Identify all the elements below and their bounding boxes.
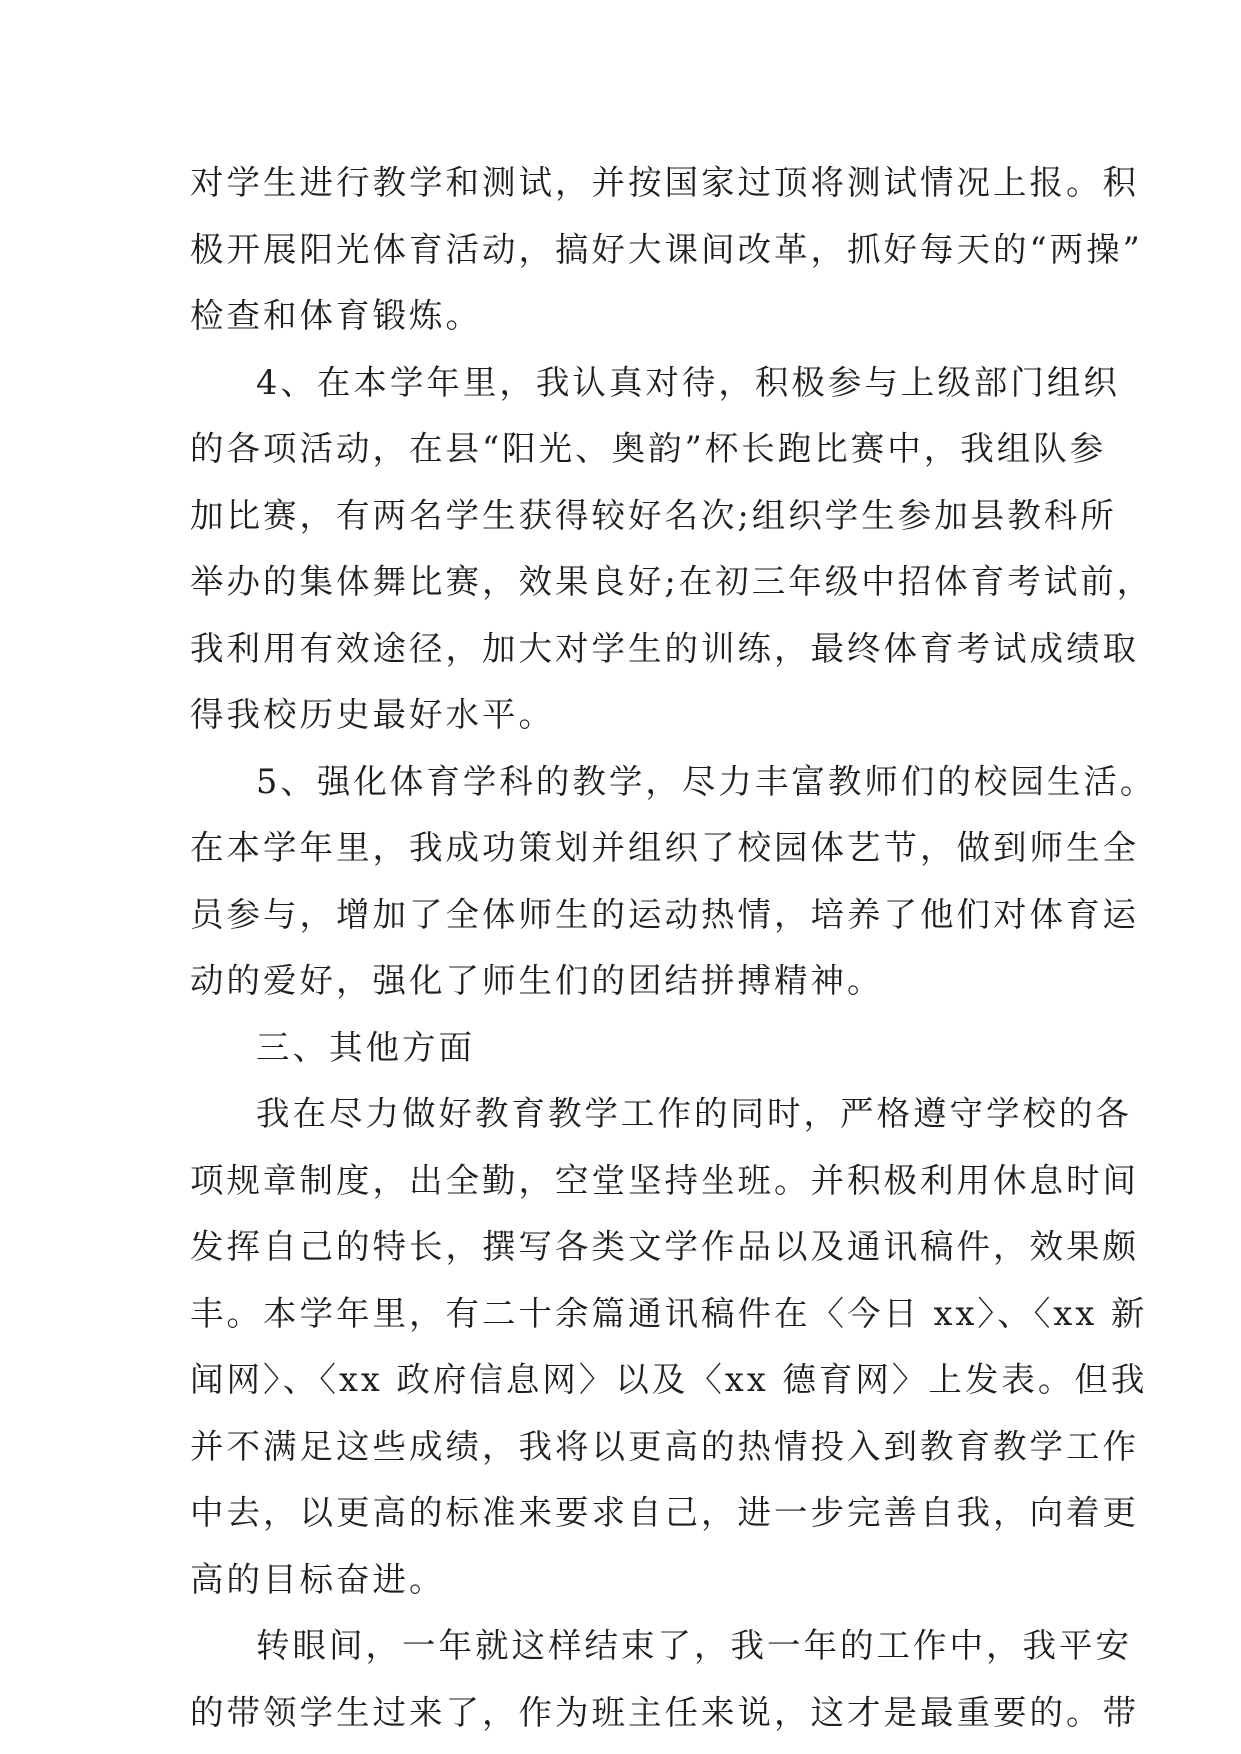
text-line: 高的目标奋进。 [190,1559,446,1599]
text-line: 并不满足这些成绩，我将以更高的热情投入到教育教学工作 [190,1426,1139,1466]
text-line: 动的爱好，强化了师生们的团结拼搏精神。 [190,961,884,1000]
text-line: 丰。本学年里，有二十余篇通讯稿件在〈今日 xx〉、〈xx 新 [190,1293,1148,1333]
text-line: 发挥自己的特长，撰写各类文学作品以及通讯稿件，效果颇 [190,1227,1139,1266]
text-line: 闻网〉、〈xx 政府信息网〉以及〈xx 德育网〉上发表。但我 [190,1360,1148,1399]
text-line: 三、其他方面 [256,1027,475,1067]
text-line: 得我校历史最好水平。 [190,695,555,734]
text-line: 加比赛，有两名学生获得较好名次;组织学生参加县教科所 [190,495,1117,535]
text-line: 的带领学生过来了，作为班主任来说，这才是最重要的。带 [190,1692,1139,1732]
text-line: 在本学年里，我成功策划并组织了校园体艺节，做到师生全 [190,828,1139,867]
text-line: 员参与，增加了全体师生的运动热情，培养了他们对体育运 [190,894,1139,934]
text-line: 5、强化体育学科的教学，尽力丰富教师们的校园生活。 [256,761,1157,801]
text-line: 检查和体育锻炼。 [190,296,482,335]
text-line: 对学生进行教学和测试，并按国家过顶将测试情况上报。积 [190,163,1139,202]
text-line: 极开展阳光体育活动，搞好大课间改革，抓好每天的“两操” [190,229,1143,269]
document-body [190,150,1157,1746]
text-line: 转眼间，一年就这样结束了，我一年的工作中，我平安 [256,1626,1132,1665]
text-line: 我在尽力做好教育教学工作的同时，严格遵守学校的各 [256,1094,1132,1133]
text-line: 我利用有效途径，加大对学生的训练，最终体育考试成绩取 [190,628,1139,668]
text-line: 的各项活动，在县“阳光、奥韵”杯长跑比赛中，我组队参 [190,429,1107,468]
text-line: 中去，以更高的标准来要求自己，进一步完善自我，向着更 [190,1493,1139,1532]
text-line: 4、在本学年里，我认真对待，积极参与上级部门组织 [256,362,1120,402]
text-line: 举办的集体舞比赛，效果良好;在初三年级中招体育考试前， [190,562,1154,601]
text-line: 项规章制度，出全勤，空堂坚持坐班。并积极利用休息时间 [190,1160,1139,1200]
